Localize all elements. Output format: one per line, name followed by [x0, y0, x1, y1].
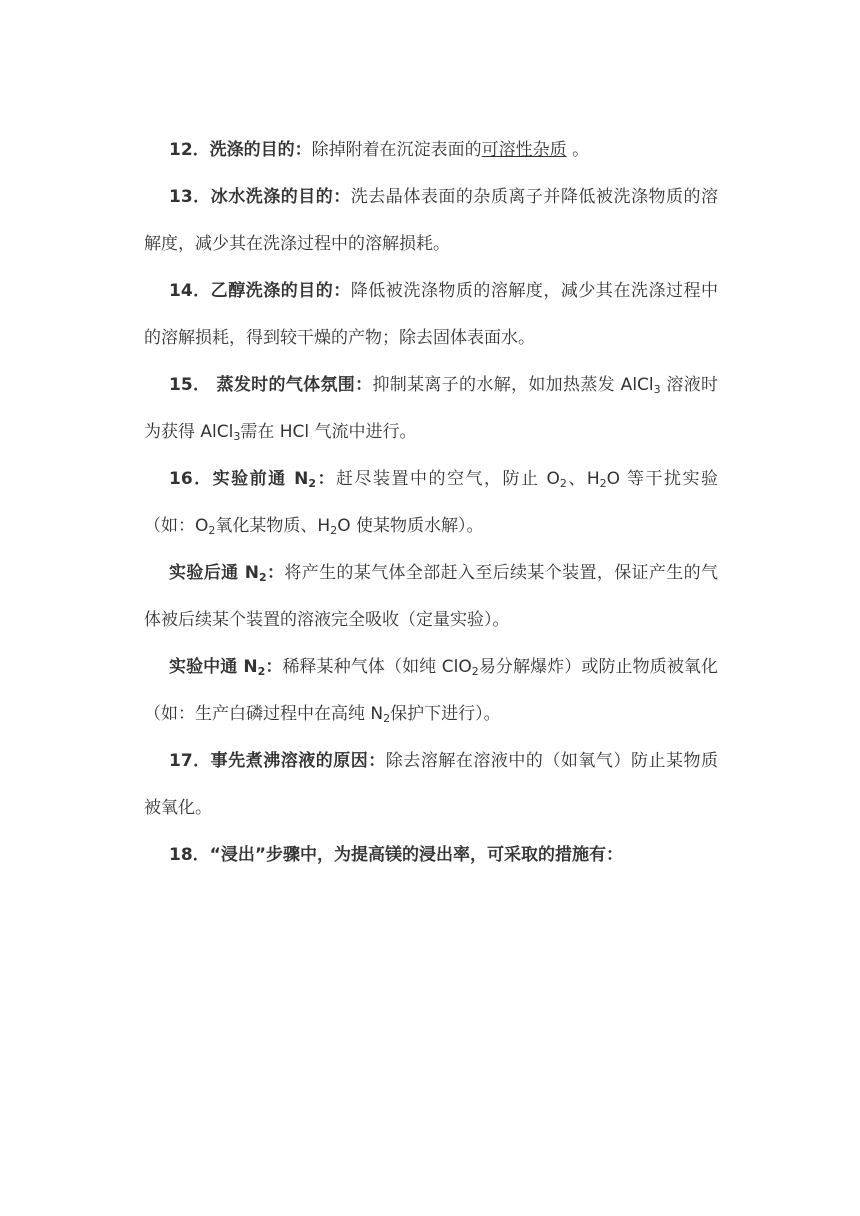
item-14 — [144, 268, 718, 362]
item-16-sub-2: 2 — [599, 477, 607, 490]
item-15-text-3: 需在 HCl 气流中进行。 — [240, 422, 417, 442]
item-13 — [144, 174, 718, 268]
item-16-sub-3: 2 — [208, 524, 216, 537]
item-16-during-text-2: 易分解爆炸）或防止物质被氧化（如：生产白磷过程中在高纯 N — [144, 657, 718, 724]
item-16-text-3: O 等干扰实验（如：O — [144, 469, 718, 536]
item-16-after-text: 将产生的某气体全部赶入至后续某个装置，保证产生的气体被后续某个装置的溶液完全吸收（定量实验）。 — [144, 563, 719, 630]
item-12-end: 。 — [572, 140, 590, 160]
item-16-after-label-sub: 2 — [258, 571, 267, 584]
item-12 — [144, 127, 718, 174]
item-16-during — [144, 644, 718, 738]
item-16-after — [144, 550, 718, 644]
item-16-label-sub: 2 — [308, 477, 316, 490]
item-16 — [144, 456, 718, 550]
item-17-label: 17．事先煮沸溶液的原因： — [169, 751, 386, 771]
item-14-text: 降低被洗涤物质的溶解度，减少其在洗涤过程中的溶解损耗，得到较干燥的产物；除去固体表面水。 — [144, 281, 718, 348]
item-16-label-text: 16．实验前通 N — [169, 469, 309, 489]
item-16-during-text-1: 稀释某种气体（如纯 ClO — [282, 657, 472, 677]
item-16-after-label — [169, 563, 284, 583]
item-16-sub-1: 2 — [559, 477, 567, 490]
item-16-during-sub-1: 2 — [471, 665, 479, 678]
item-14-label: 14．乙醇洗涤的目的： — [169, 281, 351, 301]
item-15 — [144, 362, 718, 456]
item-18-label: 18．“浸出”步骤中，为提高镁的浸出率，可采取的措施有： — [169, 845, 624, 865]
document-content — [144, 127, 718, 879]
item-18 — [144, 832, 718, 879]
item-12-underlined-term: 可溶性杂质 — [481, 140, 567, 160]
item-16-after-label-text: 实验后通 N — [169, 563, 259, 583]
item-16-label — [169, 469, 336, 489]
item-16-during-sub-2: 2 — [383, 712, 391, 725]
item-16-text-2: 、H — [566, 469, 600, 489]
item-15-sub-1: 3 — [653, 383, 661, 396]
item-17 — [144, 738, 718, 832]
item-13-label: 13．冰水洗涤的目的： — [169, 187, 351, 207]
item-15-label: 15． 蒸发时的气体氛围： — [169, 375, 373, 395]
item-16-during-label-text: 实验中通 N — [169, 657, 258, 677]
item-15-text-2: 溶液时为获得 AlCl — [144, 375, 719, 442]
item-16-label-end: ： — [316, 469, 337, 489]
item-16-during-label-end: ： — [265, 657, 283, 677]
item-16-sub-4: 2 — [330, 524, 338, 537]
item-17-text: 除去溶解在溶液中的（如氧气）防止某物质被氧化。 — [144, 751, 718, 818]
item-16-during-text-3: 保护下进行）。 — [390, 704, 501, 724]
item-15-sub-2: 3 — [233, 430, 241, 443]
item-13-text: 洗去晶体表面的杂质离子并降低被洗涤物质的溶解度，减少其在洗涤过程中的溶解损耗。 — [144, 187, 718, 254]
item-12-text: 除掉附着在沉淀表面的 — [311, 140, 482, 160]
item-12-label: 12．洗涤的目的： — [169, 140, 312, 160]
item-16-during-label — [169, 657, 282, 677]
item-16-during-label-sub: 2 — [257, 665, 266, 678]
item-16-text-1: 赶尽装置中的空气，防止 O — [336, 469, 560, 489]
item-16-text-4: 氧化某物质、H — [215, 516, 331, 536]
item-16-text-5: O 使某物质水解）。 — [337, 516, 484, 536]
item-16-after-label-end: ： — [266, 563, 285, 583]
item-15-text-1: 抑制某离子的水解，如加热蒸发 AlCl — [372, 375, 654, 395]
